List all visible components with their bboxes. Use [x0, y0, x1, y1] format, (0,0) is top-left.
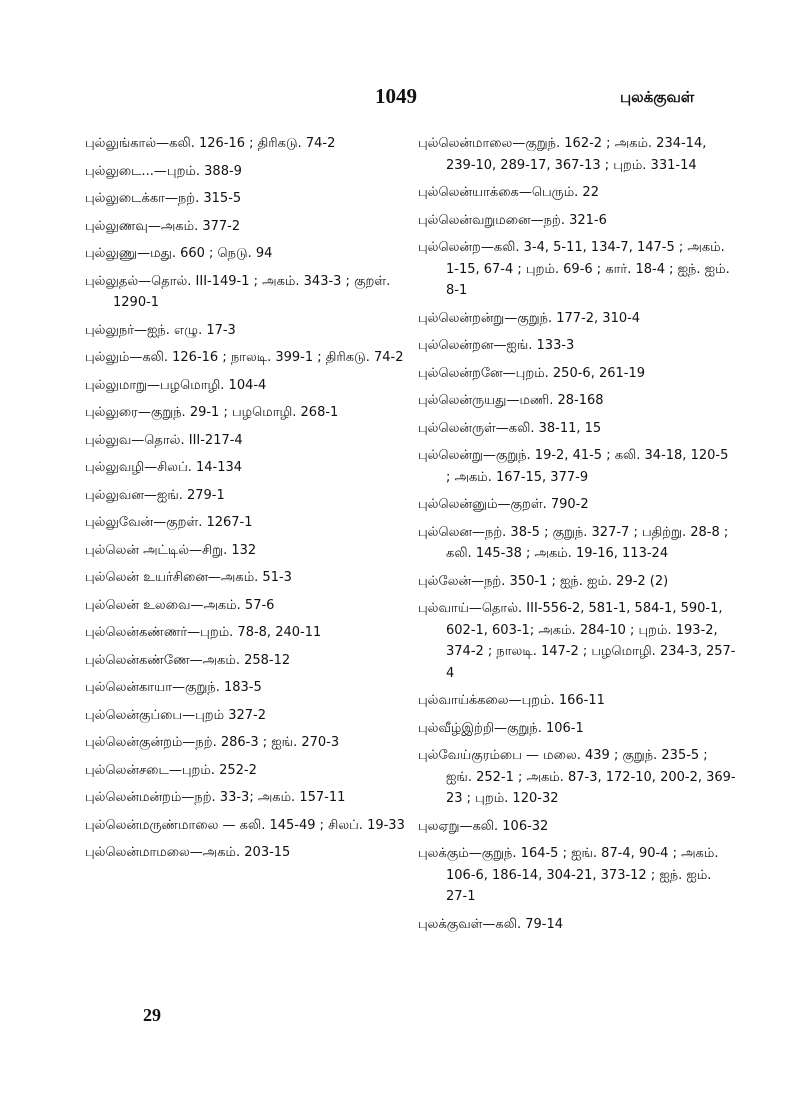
index-entry: புல்லென்றன்று—குறுந். 177-2, 310-4	[418, 310, 641, 326]
index-entry: புல்லென்யாக்கை—பெரும். 22	[418, 185, 599, 200]
index-entry: புல்லுவழி—சிலப். 14-134	[85, 460, 243, 475]
index-entry: புல்லுரை—குறுந். 29-1 ; பழமொழி. 268-1	[85, 405, 339, 420]
index-entry: புல்லென—நற். 38-5 ; குறுந். 327-7 ; பதிற்று. 28-8 ; கலி. 145-38 ; அகம். 19-16, 113-24	[418, 524, 729, 561]
page-number: 1049	[375, 84, 417, 108]
index-entry: புல்லுணு—மது. 660 ; நெடு. 94	[85, 246, 273, 261]
index-entry: புல்லுவன—ஐங். 279-1	[85, 487, 225, 503]
index-entry: புல்லென்வறுமனை—நற். 321-6	[418, 212, 607, 228]
index-entry: புல்லென் உயர்சினை—அகம். 51-3	[85, 570, 292, 585]
right-column	[418, 133, 736, 941]
index-entry: புல்லென்மாலை—குறுந். 162-2 ; அகம். 234-14, 239-10, 289-17, 367-13 ; புறம். 331-14	[418, 136, 707, 173]
index-entry: புல்லென்று—குறுந். 19-2, 41-5 ; கலி. 34-18, 120-5 ; அகம். 167-15, 377-9	[418, 448, 729, 485]
index-entry: புல்லுநர்—ஐந். எழு. 17-3	[85, 322, 236, 338]
index-entry: புலஏறு—கலி. 106-32	[418, 818, 549, 834]
index-entry: புல்வேய்குரம்பை — மலை. 439 ; குறுந். 235-5 ; ஐங். 252-1 ; அகம். 87-3, 172-10, 200-2, 369-23 ; புறம். 120-32	[418, 748, 736, 806]
index-entry: புலக்கும்—குறுந். 164-5 ; ஐங். 87-4, 90-4 ; அகம். 106-6, 186-14, 304-21, 373-12 ; ஐந். ஐம். 27-1	[418, 846, 719, 904]
index-entry: புல்லேன்—நற். 350-1 ; ஐந். ஐம். 29-2 (2)	[418, 573, 669, 589]
index-entry: புல்லென்னும்—குறள். 790-2	[418, 497, 589, 512]
index-entry: புல்வாய்—தொல். III-556-2, 581-1, 584-1, 590-1, 602-1, 603-1; அகம். 284-10 ; புறம். 193-2, 374-2 ; நாலடி. 147-2 ; பழமொழி. 234-3, 257-4	[418, 601, 736, 681]
index-entry: புல்லென்குன்றம்—நற். 286-3 ; ஐங். 270-3	[85, 735, 340, 750]
index-entry: புல்லுடை...—புறம். 388-9	[85, 163, 242, 179]
index-entry: புல்லுடைக்கா—நற். 315-5	[85, 191, 242, 206]
index-entry: புல்லுங்கால்—கலி. 126-16 ; திரிகடு. 74-2	[85, 136, 336, 151]
index-entry: புல்லென்மருண்மாலை — கலி. 145-49 ; சிலப். 19-33	[85, 817, 405, 833]
index-entry: புல்லென்ற—கலி. 3-4, 5-11, 134-7, 147-5 ; அகம். 1-15, 67-4 ; புறம். 69-6 ; கார். 18-4 ; ஐந். ஐம். 8-1	[418, 240, 730, 298]
running-head: புலக்குவள்	[620, 88, 695, 106]
index-entry: புல்லென்ருள்—கலி. 38-11, 15	[418, 420, 602, 436]
left-column	[85, 133, 425, 870]
index-entry: புலக்குவள்—கலி. 79-14	[418, 916, 564, 932]
index-entry: புல்லுவேன்—குறள். 1267-1	[85, 515, 253, 530]
index-entry: புல்லென்குப்பை—புறம் 327-2	[85, 707, 266, 723]
index-entry: புல்லென் உலவை—அகம். 57-6	[85, 597, 275, 613]
index-entry: புல்லென்காயா—குறுந். 183-5	[85, 680, 262, 695]
index-entry: புல்லுவ—தொல். III-217-4	[85, 432, 243, 448]
index-entry: புல்லும்—கலி. 126-16 ; நாலடி. 399-1 ; திரிகடு. 74-2	[85, 350, 404, 365]
index-entry: புல்லுமாறு—பழமொழி. 104-4	[85, 377, 267, 393]
index-entry: புல்லுதல்—தொல். III-149-1 ; அகம். 343-3 ; குறள். 1290-1	[85, 273, 391, 310]
index-entry: புல்லென்கண்ணர்—புறம். 78-8, 240-11	[85, 625, 322, 640]
index-entry: புல்லென்கண்ணே—அகம். 258-12	[85, 652, 291, 668]
index-entry: புல்லென்சடை—புறம். 252-2	[85, 762, 257, 778]
index-entry: புல்லென் அட்டில்—சிறு. 132	[85, 542, 257, 558]
index-entry: புல்லுணவு—அகம். 377-2	[85, 218, 241, 234]
index-entry: புல்வீழ்இற்றி—குறுந். 106-1	[418, 720, 584, 736]
index-entry: புல்லென்மன்றம்—நற். 33-3; அகம். 157-11	[85, 790, 346, 805]
index-entry: புல்லென்ருயது—மணி. 28-168	[418, 393, 604, 408]
index-entry: புல்லென்மாமலை—அகம். 203-15	[85, 845, 291, 860]
signature-number: 29	[143, 1005, 161, 1025]
index-entry: புல்லென்றன—ஐங். 133-3	[418, 338, 575, 353]
index-entry: புல்லென்றனே—புறம். 250-6, 261-19	[418, 365, 645, 381]
index-entry: புல்வாய்க்கலை—புறம். 166-11	[418, 693, 605, 708]
